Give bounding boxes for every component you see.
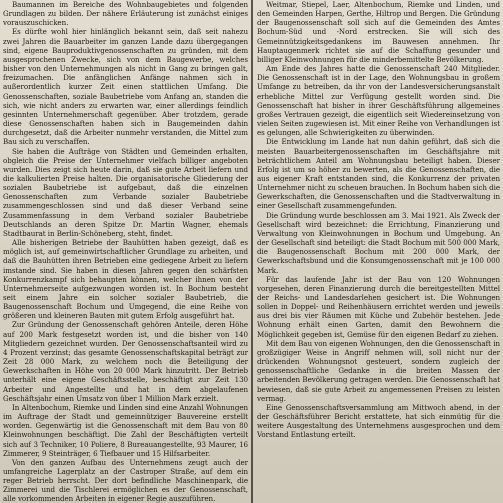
paragraph: Die Entwicklung im Lande hat nun dahin geführt, daß sich die meisten Bauarbeitergenossenschaften im Geschäftsjahre mit beträchtlichem Anteil am Wohnungsbau beteiligt haben. Dieser Erfolg ist um so höher zu bewerten, als die Genossenschaften, die aus eigener Kraft entstanden sind, die Konkurrenz der privaten Unternehmer nicht zu scheuen brauchen. In Bochum haben sich die Gewerkschaften, die Genossenschaften und die Stadtverwaltung in einer Gesellschaft zusammengefunden. bbox=[257, 137, 500, 211]
paragraph: Weitmar, Stiepel, Laer, Altenbochum, Riemke und Linden, und den Gemeinden Harpen, Gerthe, Hiltrop und Bergen. Die Gründung der Baugenossenschaft soll sich auf die Gemeinden des Amtes Bochum-Süd und -Nord erstrecken. Sie will sich des Gemeinnützigkeitsgedankens im Bauwesen annehmen. Ihr Hauptaugenmerk richtet sie auf die Schaffung gesunder und billiger Kleinwohnungen für die minderbemittelte Bevölkerung. bbox=[257, 0, 500, 64]
text-column-left bbox=[3, 0, 248, 503]
paragraph: Von den ganzen Aufbau des Unternehmens zeugt auch der umfangreiche Lagerplatz an der Castroper Straße, auf dem ein reger Betrieb herrscht. Der dort befindliche Maschinenpark, die Zimmerei und die Tischlerei ermöglichen es der Genossenschaft, alle vorkommenden Arbeiten in eigener Regie auszuführen. bbox=[3, 457, 248, 503]
paragraph: In Altenbochum, Riemke und Linden sind eine Anzahl Wohnungen im Auftrage der Stadt und gemeinnütziger Bauvereine erstellt worden. Gegenwärtig ist die Genossenschaft mit dem Bau von 80 Kleinwohnungen beschäftigt. Die Zahl der Beschäftigten verteilt sich auf 3 Techniker, 10 Poliere, 8 Bureauangestellte, 93 Maurer, 16 Zimmerer, 9 Steinträger, 6 Tiefbauer und 15 Hilfsarbeiter. bbox=[3, 402, 248, 458]
paragraph: Am Ende des Jahres hatte die Genossenschaft 240 Mitglieder. Die Genossenschaft ist in der Lage, den Wohnungsbau in großem Umfange zu betreiben, da ihr von der Landesversicherungsanstalt erhebliche Mittel zur Verfügung gestellt worden sind. Die Genossenschaft hat bisher in ihrer Geschäftsführung allgemeines großes Vertrauen gezeigt, die eigentlich seit Wiedereinsetzung von vielen Seiten zugewiesen ist. Mit einer Reihe von Verhandlungen ist es gelungen, alle Schwierigkeiten zu überwinden. bbox=[257, 64, 500, 138]
paragraph: Baumannen im Bereiche des Wohnbaugebietes und folgenden Grundlagen zu bilden. Der nähere Erläuterung ist zunächst einiges vorauszuschicken. bbox=[3, 0, 248, 28]
text-column-right bbox=[257, 0, 500, 503]
column-divider bbox=[251, 0, 253, 503]
paragraph: Es dürfte wohl hier hinlänglich bekannt sein, daß seit nahezu zwei Jahren die Bauarbeiter im ganzen Lande dazu übergegangen sind, eigene Bauproduktivgenossenschaften zu gründen, mit dem ausgesprochenen Zwecke, sich von dem Baugewerbe, welches bisher von den Unternehmungen als nicht in Gang zu bringen galt, freizumachen. Die anfänglichen Anfänge nahmen sich in außerordentlich kurzer Zeit einen stattlichen Umfang. Die Genossenschaften, soziale Baubetriebe vom Anfang an, standen die sich, wie nicht anders zu erwarten war, einer allerdings feindlich gesinnten Unternehmerschaft gegenüber. Aber trotzdem, gerade diese Genossenschaften haben sich in Baugemeinden dahin durchgesetzt, daß die Arbeiter nunmehr verstanden, die Mittel zum Bau sich zu verschaffen. bbox=[3, 27, 248, 147]
paragraph: Für das laufende Jahr ist der Bau von 120 Wohnungen vorgesehen, deren Finanzierung durch die bereitgestellten Mittel der Reichs- und Landesdarlehen gesichert ist. Die Wohnungen sollen in Doppel- und Reihenhäusern errichtet werden und jeweils aus drei bis vier Räumen mit Küche und Zubehör bestehen. Jede Wohnung erhält einen Garten, damit den Bewohnern die Möglichkeit gegeben ist, Gemüse für den eigenen Bedarf zu ziehen. bbox=[257, 274, 500, 339]
paragraph: Eine Genossenschaftsversammlung am Mittwoch abend, in der der Geschäftsführer Bericht erstattete, hat sich einmütig für die weitere Ausgestaltung des Unternehmens ausgesprochen und dem Vorstand Entlastung erteilt. bbox=[257, 402, 500, 440]
paragraph: Sie haben die Aufträge von Städten und Gemeinden erhalten, obgleich die Preise der Unternehmer vielfach billiger angeboten wurden. Dies zeigt sich heute darin, daß sie gute Arbeit liefern und die kalkulierten Preise halten. Die organisatorische Gliederung der sozialen Baubetriebe ist aufgebaut, daß die einzelnen Genossenschaften zum Verbande sozialer Baubetriebe zusammengeschlossen sind und daß dieser Verband seine Zusammenfassung in dem Verband sozialer Baubetriebe Deutschlands an deren Spitze Dr. Martin Wagner, ehemals Stadtbaurat in Berlin-Schöneberg, steht, findet. bbox=[3, 146, 248, 238]
paragraph: Die Gründung wurde beschlossen am 3. Mai 1921. Als Zweck der Gesellschaft wird bezeichnet: die Errichtung, Finanzierung und Verwaltung von Kleinwohnungen in Bochum und Umgebung. An der Gesellschaft sind beteiligt: die Stadt Bochum mit 500 000 Mark, die Baugenossenschaft Bochum mit 200 000 Mark, der Gewerkschaftsbund und die Konsumgenossenschaft mit je 100 000 Mark. bbox=[257, 210, 500, 275]
paragraph: Alle bisherigen Betriebe der Bauhütten haben gezeigt, daß es möglich ist, auf gemeinwirtschaftlicher Grundlage zu arbeiten, und daß die Bauhütten ihren Betrieben eine gediegene Arbeit zu liefern imstande sind. Sie haben in diesen Jahren gegen den schärfsten Konkurrenzkampf sich behaupten können, welcher ihnen von der Unternehmerseite aufgezwungen worden ist. In Bochum besteht seit einem Jahre ein solcher sozialer Baubetrieb, die Baugenossenschaft Bochum und Umgegend, die eine Reihe von größeren und kleineren Bauten mit gutem Erfolg ausgeführt hat. bbox=[3, 238, 248, 321]
paragraph: Mit dem Bau von eigenen Wohnungen, den die Genossenschaft in großzügiger Weise in Angriff nehmen will, soll nicht nur der drückenden Wohnungsnot gesteuert, sondern zugleich der genossenschaftliche Gedanke in die breiten Massen der arbeitenden Bevölkerung getragen werden. Die Genossenschaft hat bewiesen, daß sie gute Arbeit zu angemessenen Preisen zu leisten vermag. bbox=[257, 338, 500, 403]
paragraph: Zur Gründung der Genossenschaft gehören Anteile, deren Höhe auf 200 Mark festgesetzt worden ist, und die bisher von 140 Mitgliedern gezeichnet wurden. Der Genossenschaftsanteil wird zu 4 Prozent verzinst; das gesamte Genossenschaftskapital beträgt zur Zeit 28 000 Mark, zu welchem noch die Beteiligung der Gewerkschaften in Höhe von 20 000 Mark hinzutritt. Der Betrieb unterhält eine eigene Geschäftsstelle, beschäftigt zur Zeit 130 Arbeiter und Angestellte und hat in dem abgelaufenen Geschäftsjahr einen Umsatz von über 1 Million Mark erzielt. bbox=[3, 320, 248, 403]
